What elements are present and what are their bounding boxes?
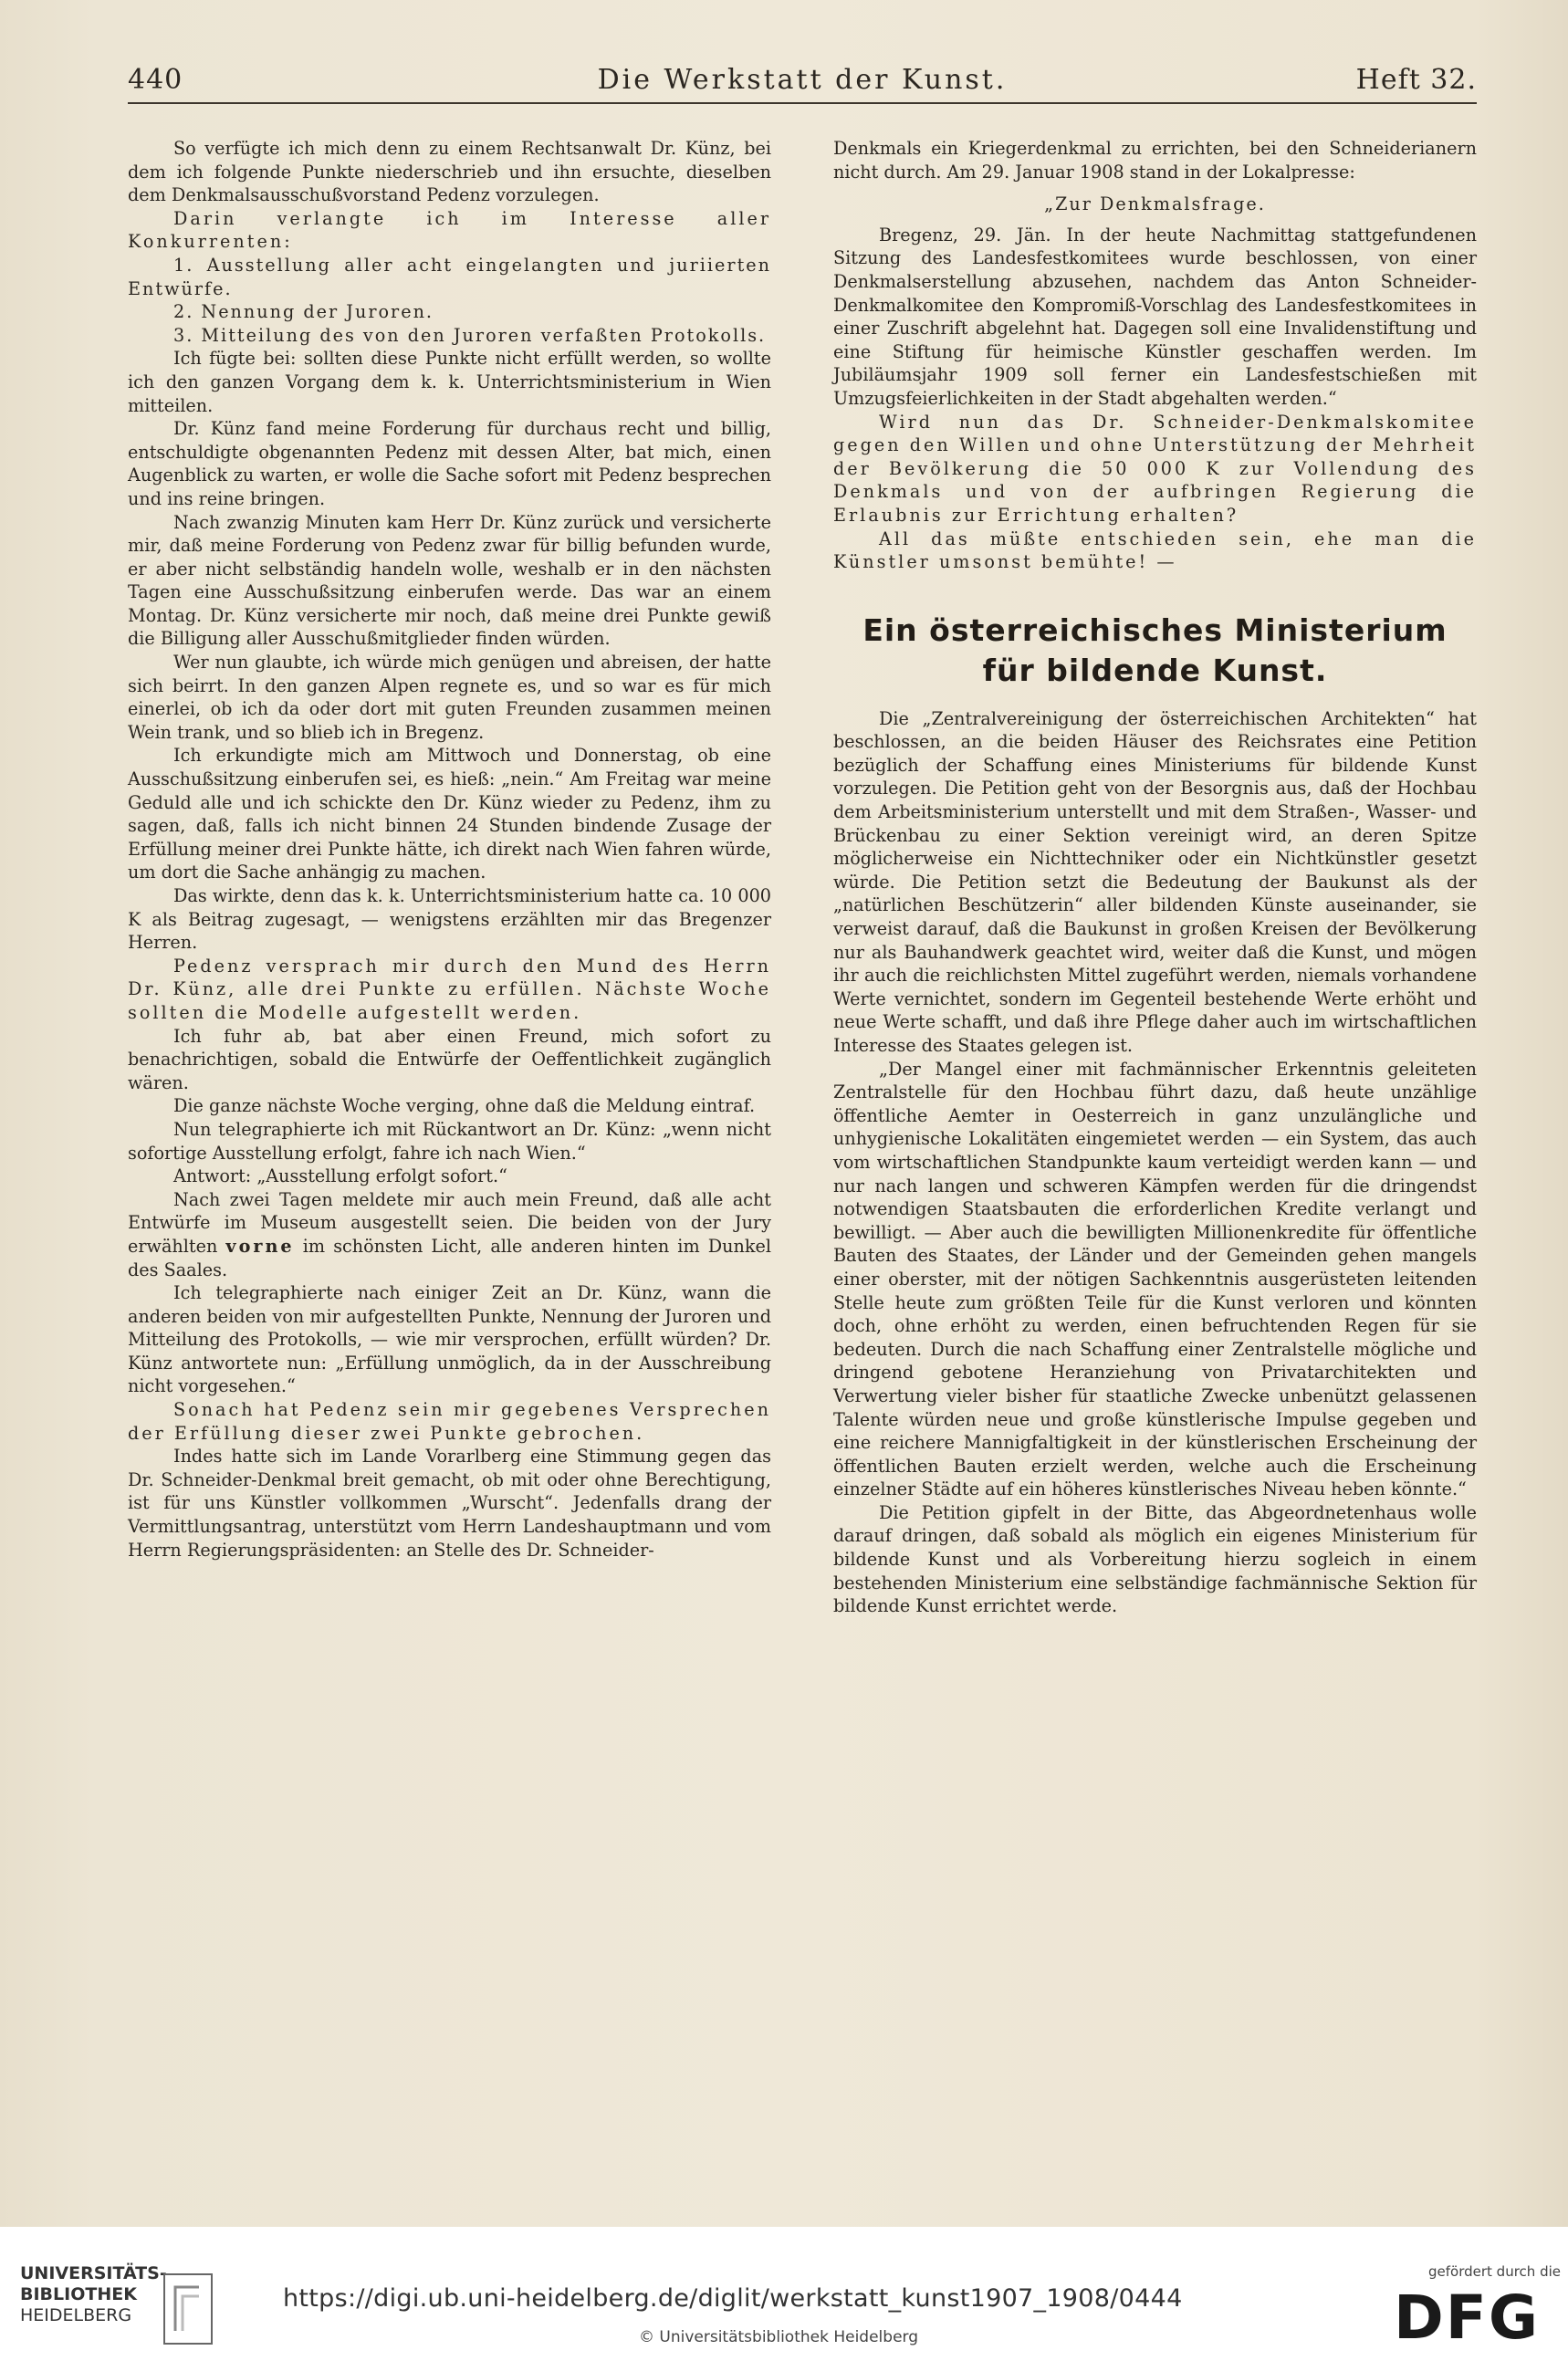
- library-name: [20, 2263, 167, 2326]
- paragraph: Antwort: „Ausstellung erfolgt sofort.“: [173, 1165, 507, 1187]
- funding-note: gefördert durch die: [1428, 2263, 1561, 2280]
- copyright-notice: © Universitätsbibliothek Heidelberg: [639, 2328, 919, 2346]
- paragraph: Wird nun das Dr. Schneider-Denkmalskomitee gegen den Willen und ohne Unterstützung der Mehrheit der Bevölkerung die 50 000 K zur Vollendung des Denkmals und von der aufbringen Regierung die Erlaubnis zur Errichtung erhalten?: [833, 411, 1477, 526]
- page-number: 440: [128, 64, 183, 96]
- text-run: im schönsten Licht, alle anderen hinten im Dunkel des Saales.: [128, 1235, 771, 1280]
- text-run: Nach zwei Tagen meldete mir auch mein Freund, daß alle acht Entwürfe im Museum ausgestellt seien. Die beiden von der Jury erwählten: [128, 1188, 771, 1257]
- paragraph: Ich telegraphierte nach einiger Zeit an Dr. Künz, wann die anderen beiden von mir aufgestellten Punkte, Nennung der Juroren und Mitteilung des Protokolls, — wie mir versprochen, erfüllt würden? Dr. Künz antwortete nun: „Erfüllung unmöglich, da in der Ausschreibung nicht vorgesehen.“: [128, 1282, 771, 1397]
- running-head: [128, 60, 1477, 104]
- journal-title: Die Werkstatt der Kunst.: [597, 64, 1008, 96]
- paragraph: Ich fuhr ab, bat aber einen Freund, mich sofort zu benachrichtigen, sobald die Entwürfe der Oeffentlichkeit zugänglich wären.: [128, 1025, 771, 1093]
- library-line: HEIDELBERG: [20, 2305, 132, 2325]
- paragraph: Denkmals ein Kriegerdenkmal zu errichten, bei den Schneiderianern nicht durch. Am 29. Januar 1908 stand in der Lokalpresse:: [833, 138, 1477, 183]
- header-rule: [128, 102, 1477, 104]
- paragraph: Die ganze nächste Woche verging, ohne daß die Meldung eintraf.: [173, 1095, 756, 1117]
- heading-line: Ein österreichisches Ministerium: [862, 611, 1448, 648]
- library-logo-icon: [162, 2272, 214, 2345]
- paragraph: Ich erkundigte mich am Mittwoch und Donnerstag, ob eine Ausschußsitzung einberufen sei, es hieß: „nein.“ Am Freitag war meine Geduld alle und ich schickte den Dr. Künz wieder zu Pedenz, ihm zu sagen, daß, falls ich nicht binnen 24 Stunden bindende Zusage der Erfüllung meiner drei Punkte hätte, ich direkt nach Wien fahren würde, um dort die Sache anhängig zu machen.: [128, 745, 771, 883]
- paragraph: Pedenz versprach mir durch den Mund des Herrn Dr. Künz, alle drei Punkte zu erfüllen. Nächste Woche sollten die Modelle aufgestellt werden.: [128, 955, 771, 1023]
- list-item: 3. Mitteilung des von den Juroren verfaßten Protokolls.: [173, 324, 767, 346]
- paragraph: So verfügte ich mich denn zu einem Rechtsanwalt Dr. Künz, bei dem ich folgende Punkte niederschrieb und ihn ersuchte, dieselben dem Denkmalsausschußvorstand Pedenz vorzulegen.: [128, 138, 771, 206]
- paragraph: „Der Mangel einer mit fachmännischer Erkenntnis geleiteten Zentralstelle für den Hochbau führt dazu, daß heute unzählige öffentliche Aemter in Oesterreich in ganz unzulängliche und unhygienische Lokalitäten eingemietet werden — ein System, das auch vom wirtschaftlichen Standpunkte kaum verteidigt werden kann — und nur nach langen und schweren Kämpfen werden für die dringendst notwendigen Staatsbauten die erforderlichen Kredite verlangt und bewilligt. — Aber auch die bewilligten Millionenkredite für öffentliche Bauten des Staates, der Länder und der Gemeinden gehen mangels einer oberster, mit der nötigen Sachkenntnis ausgerüsteten leitenden Stelle heute zum größten Teile für die Kunst verloren und könnten doch, ohne erhöht zu werden, einen befruchtenden Regen für sie bedeuten. Durch die nach Schaffung einer Zentralstelle mögliche und dringend gebotene Heranziehung von Privatarchitekten und Verwertung vieler bisher für staatliche Zwecke unbenützt gelassenen Talente würden neue und große künstlerische Impulse gegeben und eine reichere Mannigfaltigkeit in der künstlerischen Erscheinung der öffentlichen Bauten erzielt werden, welche auch die Erscheinung einzelner Städte auf ein höheres künstlerisches Niveau heben könnte.“: [833, 1058, 1477, 1500]
- paragraph: Indes hatte sich im Lande Vorarlberg eine Stimmung gegen das Dr. Schneider-Denkmal breit gemacht, ob mit oder ohne Berechtigung, ist für uns Künstler vollkommen „Wurscht“. Jedenfalls drang der Vermittlungsantrag, unterstützt vom Herrn Landeshauptmann und vom Herrn Regierungspräsidenten: an Stelle des Dr. Schneider-: [128, 1446, 771, 1561]
- list-item: 1. Ausstellung aller acht eingelangten und juriierten Entwürfe.: [128, 254, 771, 299]
- demands-list: [128, 254, 771, 347]
- list-item: 2. Nennung der Juroren.: [173, 301, 434, 323]
- paragraph: Sonach hat Pedenz sein mir gegebenes Versprechen der Erfüllung dieser zwei Punkte gebrochen.: [128, 1399, 771, 1444]
- dfg-logo-text: DFG: [1394, 2283, 1541, 2347]
- paragraph: Nach zwanzig Minuten kam Herr Dr. Künz zurück und versicherte mir, daß meine Forderung von Pedenz zwar für billig befunden wurde, er aber nicht selbständig handeln wolle, weshalb er in den nächsten Tagen eine Ausschußsitzung einberufen werde. Das war an einem Montag. Dr. Künz versicherte mir noch, daß meine drei Punkte gewiß die Billigung aller Ausschußmitglieder finden würden.: [128, 511, 771, 650]
- paragraph: Darin verlangte ich im Interesse aller Konkurrenten:: [128, 207, 771, 253]
- right-column: [833, 137, 1477, 1618]
- paragraph: Die Petition gipfelt in der Bitte, das Abgeordnetenhaus wolle darauf dringen, daß sobald als möglich ein eigenes Ministerium für bildende Kunst und als Vorbereitung hierzu sogleich in einem bestehenden Ministerium eine selbständige fachmännische Sektion für bildende Kunst errichtet werde.: [833, 1501, 1477, 1617]
- paragraph: [128, 1188, 771, 1281]
- section-heading: [833, 611, 1477, 691]
- dfg-logo: [1394, 2283, 1549, 2347]
- emphasis-vorne: vorne: [225, 1235, 295, 1257]
- paragraph: Bregenz, 29. Jän. In der heute Nachmittag stattgefundenen Sitzung des Landesfestkomitees wurde beschlossen, von einer Denkmalserstellung abzusehen, nachdem das Anton Schneider-Denkmalkomitee den Kompromiß-Vorschlag des Landesfestkomitees in einer Zuschrift abgelehnt hat. Dagegen soll eine Invalidenstiftung und eine Stiftung für heimische Künstler geschaffen werden. Im Jubiläumsjahr 1909 soll ferner ein Landesfestschießen mit Umzugsfeierlichkeiten in der Stadt abgehalten werden.“: [833, 224, 1477, 409]
- paragraph: Nun telegraphierte ich mit Rückantwort an Dr. Künz: „wenn nicht sofortige Ausstellung erfolgt, fahre ich nach Wien.“: [128, 1118, 771, 1164]
- paragraph: Ich fügte bei: sollten diese Punkte nicht erfüllt werden, so wollte ich den ganzen Vorgang dem k. k. Unterrichtsministerium in Wien mitteilen.: [128, 348, 771, 416]
- paragraph: Dr. Künz fand meine Forderung für durchaus recht und billig, entschuldigte obgenannten Pedenz mit dessen Alter, bat mich, einen Augenblick zu warten, er wolle die Sache sofort mit Pedenz besprechen und ins reine bringen.: [128, 418, 771, 509]
- issue-label: Heft 32.: [1355, 64, 1477, 96]
- library-line: UNIVERSITÄTS-: [20, 2263, 167, 2283]
- paragraph: Wer nun glaubte, ich würde mich genügen und abreisen, der hatte sich beirrt. In den ganzen Alpen regnete es, und so war es für mich einerlei, ob ich da oder dort mit guten Freunden zusammen meinen Wein trank, und so blieb ich in Bregenz.: [128, 652, 771, 743]
- permalink-url[interactable]: https://digi.ub.uni-heidelberg.de/diglit/werkstatt_kunst1907_1908/0444: [283, 2284, 1183, 2313]
- paragraph: Die „Zentralvereinigung der österreichischen Architekten“ hat beschlossen, an die beiden Häuser des Reichsrates eine Petition bezüglich der Schaffung eines Ministeriums für bildende Kunst vorzulegen. Die Petition geht von der Besorgnis aus, daß der Hochbau dem Arbeitsministerium unterstellt und mit dem Straßen-, Wasser- und Brückenbau zu einer Sektion vereinigt wird, an deren Spitze möglicherweise ein Nichttechniker oder ein Nichtkünstler gesetzt würde. Die Petition setzt die Bedeutung der Baukunst als der „natürlichen Beschützerin“ aller bildenden Künste auseinander, sie verweist darauf, daß die Baukunst in großen Kreisen der Bevölkerung nur als Bauhandwerk geachtet wird, weiter daß die Kunst, und mögen ihr auch die reichlichsten Mittel zugeführt werden, niemals vorhandene Werte vernichtet, sondern im Gegenteil bestehende Werte erhöht und neue Werte schafft, und daß ihre Pflege daher auch im wirtschaftlichen Interesse des Staates gelegen ist.: [833, 707, 1477, 1056]
- paragraph: Das wirkte, denn das k. k. Unterrichtsministerium hatte ca. 10 000 K als Beitrag zugesagt, — wenigstens erzählten mir das Bregenzer Herren.: [128, 885, 771, 954]
- paragraph: All das müßte entschieden sein, ehe man die Künstler umsonst bemühte! —: [833, 528, 1477, 573]
- library-line: BIBLIOTHEK: [20, 2284, 137, 2304]
- heading-line: für bildende Kunst.: [982, 652, 1328, 688]
- viewer-footer: [0, 2227, 1568, 2361]
- quote-title: „Zur Denkmalsfrage.: [1044, 193, 1266, 215]
- left-column: [128, 137, 771, 1562]
